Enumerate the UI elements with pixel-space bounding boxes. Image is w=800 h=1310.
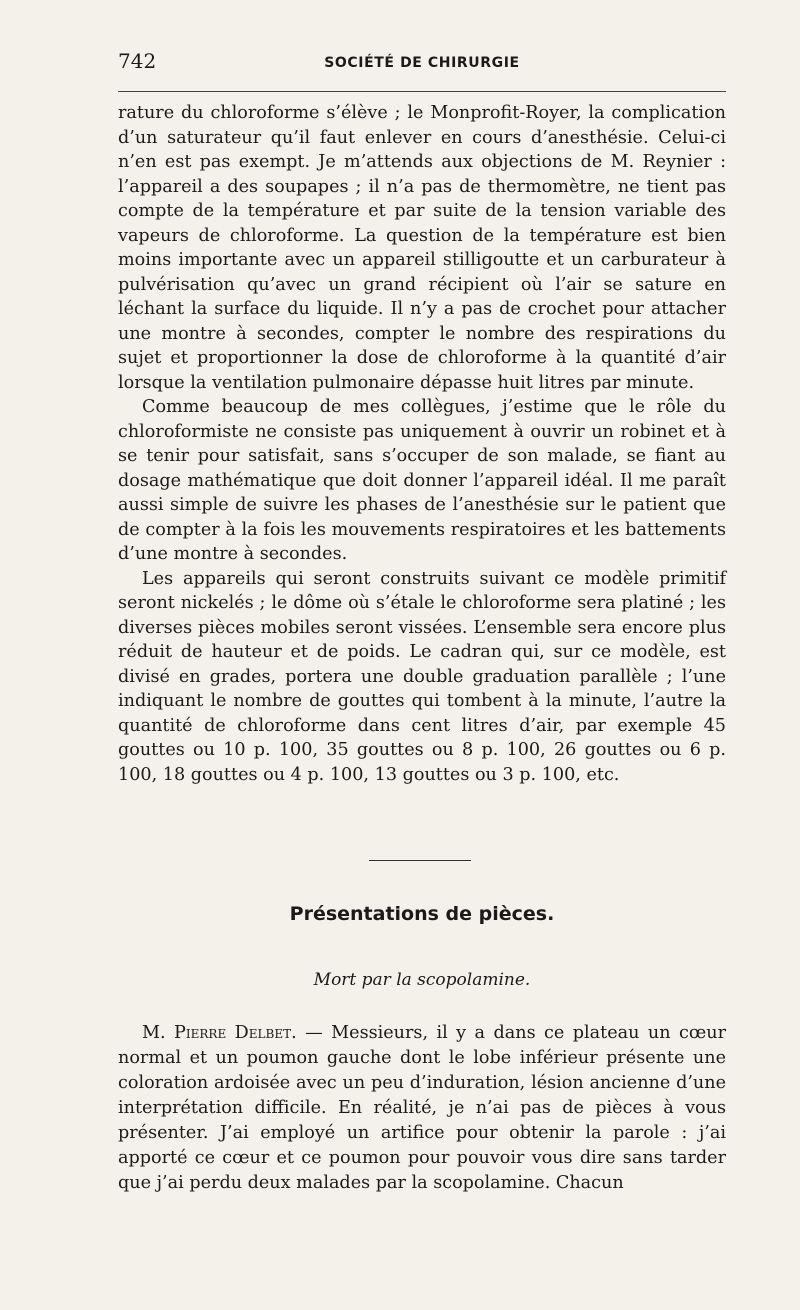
section-title: Présentations de pièces. — [289, 903, 555, 925]
paragraph: Les appareils qui seront construits suivant ce modèle primitif seront nickelés ; le dôme où s’étale le chloroforme sera platiné ; les diverses pièces mobiles seront vissées. L’ensemble sera encore plus réduit de hauteur et de poids. Le cadran qui, sur ce modèle, est divisé en grades, portera une double graduation parallèle ; l’une indiquant le nombre de gouttes qui tombent à la minute, l’autre la quantité de chloroforme dans cent litres d’air, par exemple 45 gouttes ou 10 p. 100, 35 gouttes ou 8 p. 100, 26 gouttes ou 6 p. 100, 18 gouttes ou 4 p. 100, 13 gouttes ou 3 p. 100, etc. — [118, 568, 726, 785]
page-header — [118, 46, 726, 76]
paragraph: Comme beaucoup de mes collègues, j’estime que le rôle du chloroformiste ne consiste pas uniquement à ouvrir un robinet et à se tenir pour satisfait, sans s’occuper de son malade, se fiant au dosage mathématique que doit donner l’appareil idéal. Il me paraît aussi simple de suivre les phases de l’anesthésie sur le patient que de compter à la fois les mouvements respiratoires et les battements d’une montre à secondes. — [118, 397, 726, 564]
header-rule — [118, 91, 726, 92]
running-head: SOCIÉTÉ DE CHIRURGIE — [324, 55, 520, 71]
paragraph: rature du chloroforme s’élève ; le Monprofit-Royer, la complication d’un saturateur qu’il faut enlever en cours d’anesthésie. Celui-ci n’en est pas exempt. Je m’attends aux objections de M. Reynier : l’appareil a des soupapes ; il n’a pas de thermomètre, ne tient pas compte de la température et par suite de la tension variable des vapeurs de chloroforme. La question de la température est bien moins importante avec un appareil stilligoutte et un carburateur à pulvérisation qu’avec un grand récipient où l’air se sature en léchant la surface du liquide. Il n’y a pas de crochet pour attacher une montre à secondes, compter le nombre des respirations du sujet et proportionner la dose de chloroforme à la quantité d’air lorsque la ventilation pulmonaire dépasse huit litres par minute. — [118, 103, 726, 393]
speaker-name: M. Pierre Delbet. — [142, 1023, 297, 1043]
section-subtitle: Mort par la scopolamine. — [313, 970, 531, 990]
speech-text: — Messieurs, il y a dans ce plateau un cœur normal et un poumon gauche dont le lobe inférieur présente une coloration ardoisée avec un peu d’induration, lésion ancienne d’une interprétation difficile. En réalité, je n’ai pas de pièces à vous présenter. J’ai employé un artifice pour obtenir la parole : j’ai apporté ce cœur et ce poumon pour pouvoir vous dire sans tarder que j’ai perdu deux malades par la scopolamine. Chacun — [118, 1023, 726, 1193]
paragraph — [118, 1021, 726, 1196]
section-divider — [369, 860, 471, 861]
presentation-text — [118, 1021, 726, 1196]
main-text — [118, 101, 726, 787]
page-number: 742 — [118, 49, 157, 73]
